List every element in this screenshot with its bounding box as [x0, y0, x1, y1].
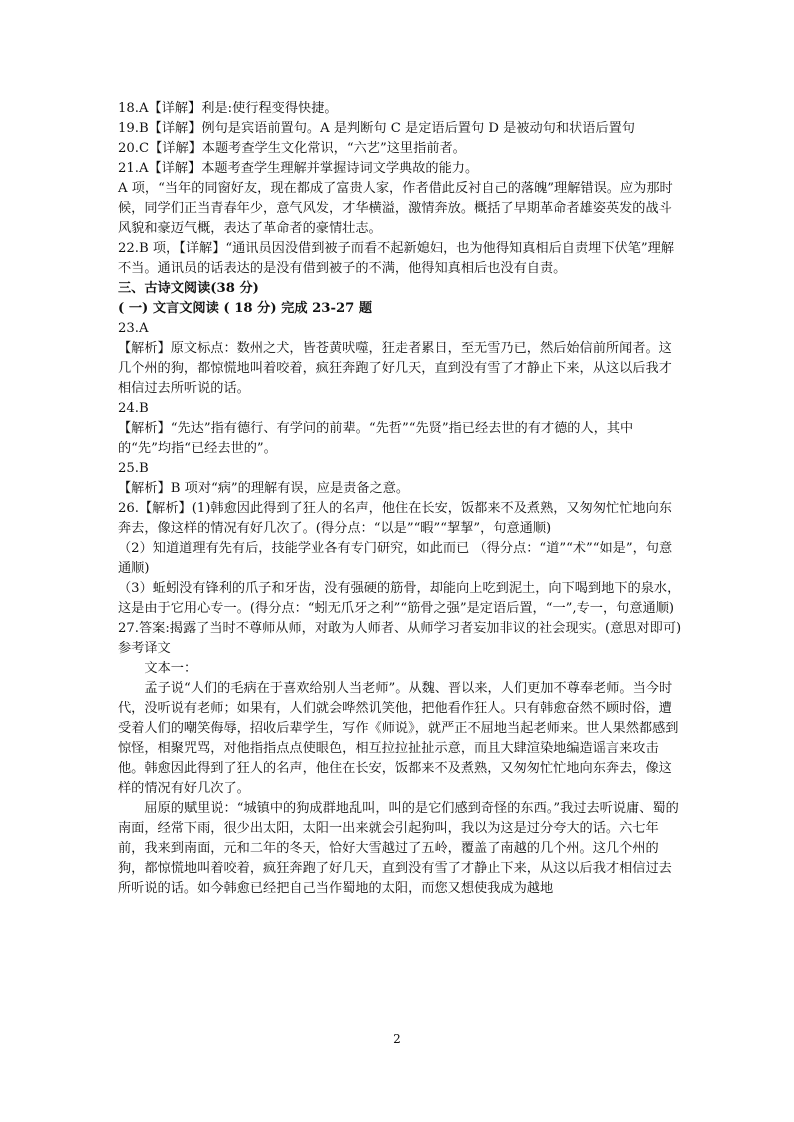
answer-27: 27.答案:揭露了当时不尊师从师，对敢为人师者、从师学习者妄加非议的社会现实。(意思对即可) [118, 621, 682, 636]
translation-paragraph-1: 孟子说“人们的毛病在于喜欢给别人当老师”。从魏、晋以来，人们更加不尊奉老师。当今时代，没听说有老师；如果有，人们就会哗然讥笑他，把他看作狂人。只有韩愈奋然不顾时俗，遭受着人们的嘲笑侮辱，招收后辈学生，写作《师说》，就严正不屈地当起老师来。世人果然都感到惊怪，相聚咒骂，对他指指点点使眼色，相互拉拉扯扯示意，而且大肆渲染地编造谣言来攻击他。韩愈因此得到了狂人的名声，他住在长安，饭都来不及煮熟，又匆匆忙忙地向东奔去，像这样的情况有好几次了。 [118, 681, 679, 796]
answer-26-part-3: （3）蚯蚓没有锋利的爪子和牙齿，没有强硬的筋骨，却能向上吃到泥土，向下喝到地下的泉水，这是由于它用心专一。(得分点：“蚓无爪牙之利”“筋骨之强”是定语后置，“一”,专一，句意通顺) [118, 581, 681, 616]
answer-26-part-1: 26.【解析】(1)韩愈因此得到了狂人的名声，他住在长安，饭都来不及煮熟，又匆匆忙忙地向东奔去，像这样的情况有好几次了。(得分点：“以是”“暇”“挈挈”，句意通顺) [118, 501, 672, 536]
text-one-label: 文本一： [144, 661, 198, 676]
answer-21-explanation: A 项，“当年的同窗好友，现在都成了富贵人家，作者借此反衬自己的落魄”理解错误。应为那时候，同学们正当青春年少，意气风发，才华横溢，激情奔放。概括了早期革命者雄姿英发的战斗风貌和豪迈气概，表达了革命者的豪情壮志。 [118, 181, 673, 236]
answer-26-part-2: （2）知道道理有先有后，技能学业各有专门研究，如此而已 （得分点：“道”“术”“如是”，句意通顺) [118, 541, 673, 576]
subsection-heading-wenyan: ( 一) 文言文阅读 ( 18 分) 完成 23-27 题 [118, 301, 373, 316]
page-number: 2 [393, 1032, 401, 1046]
answer-20: 20.C【详解】本题考查学生文化常识，“六艺”这里指前者。 [118, 141, 466, 156]
answer-23: 23.A [118, 321, 149, 336]
answer-24: 24.B [118, 401, 149, 416]
answer-21: 21.A【详解】本题考查学生理解并掌握诗词文学典故的能力。 [118, 161, 479, 176]
translation-paragraph-2: 屈原的赋里说：“城镇中的狗成群地乱叫，叫的是它们感到奇怪的东西。”我过去听说庸、蜀的南面，经常下雨，很少出太阳，太阳一出来就会引起狗叫，我以为这是过分夸大的话。六七年前，我来到南面，元和二年的冬天，恰好大雪越过了五岭，覆盖了南越的几个州。这几个州的狗，都惊慌地叫着咬着，疯狂奔跑了好几天，直到没有雪了才静止下来，从这以后我才相信过去所听说的话。如今韩愈已经把自己当作蜀地的太阳，而您又想使我成为越地 [118, 801, 679, 896]
translation-heading: 参考译文 [118, 641, 171, 656]
answer-24-analysis: 【解析】“先达”指有德行、有学问的前辈。“先哲”“先贤”指已经去世的有才德的人，其中的“先”均指“已经去世的”。 [118, 421, 634, 456]
section-heading-classical: 三、古诗文阅读(38 分) [118, 281, 259, 296]
answer-23-analysis: 【解析】原文标点：数州之犬，皆苍黄吠噬，狂走者累日，至无雪乃已，然后始信前所闻者。这几个州的狗，都惊慌地叫着咬着，疯狂奔跑了好几天，直到没有雪了才静止下来，从这以后我才相信过去所听说的话。 [118, 341, 672, 396]
answer-25: 25.B [118, 461, 149, 476]
answer-19: 19.B【详解】例句是宾语前置句。A 是判断句 C 是定语后置句 D 是被动句和状语后置句 [118, 121, 635, 136]
answer-25-analysis: 【解析】B 项对“病”的理解有误，应是责备之意。 [118, 481, 410, 496]
answer-content [118, 99, 684, 899]
answer-22: 22.B 项，【详解】“通讯员因没借到被子而看不起新媳妇，也为他得知真相后自责埋下伏笔”理解不当。通讯员的话表达的是没有借到被子的不满，他得知真相后也没有自责。 [118, 241, 675, 276]
answer-18: 18.A【详解】利是:使行程变得快捷。 [118, 101, 338, 116]
